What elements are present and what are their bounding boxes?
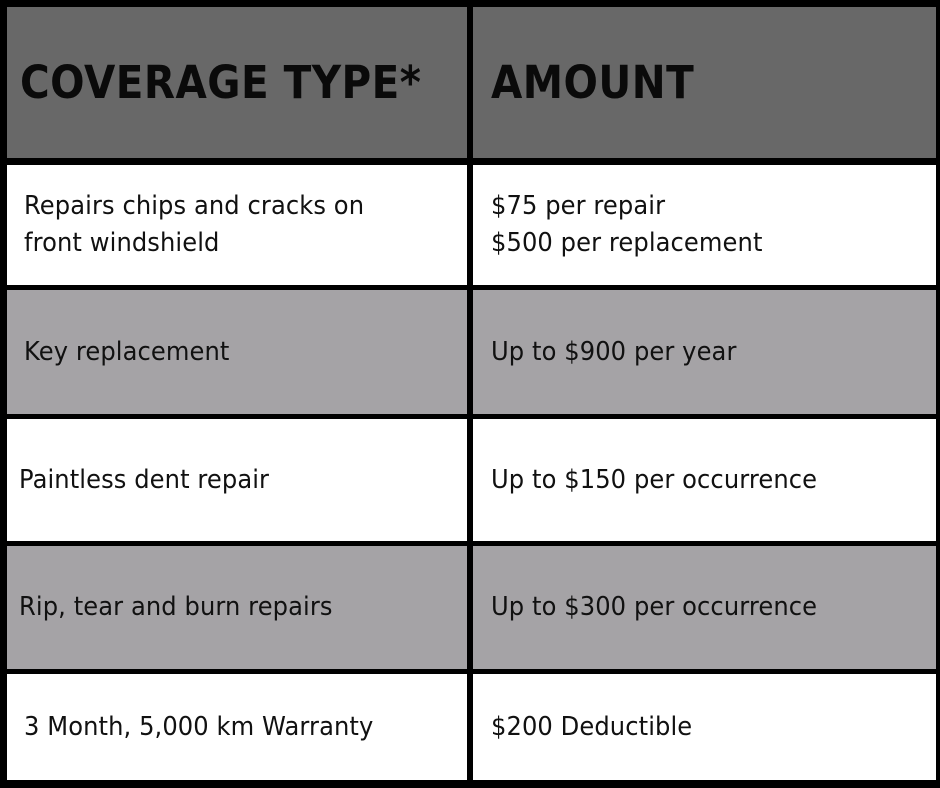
table-row-1-coverage bbox=[7, 165, 467, 285]
table-row-4-amount-text: Up to $300 per occurrence bbox=[491, 592, 818, 622]
table-row-4-coverage bbox=[7, 546, 467, 669]
table-row-1-coverage-line-2: front windshield bbox=[24, 228, 220, 258]
header-coverage-type bbox=[7, 7, 467, 158]
table-row-1-amount-line-2: $500 per replacement bbox=[491, 228, 763, 258]
table-row-3-amount bbox=[473, 419, 936, 541]
table-row-4-amount bbox=[473, 546, 936, 669]
table-row-2-amount-text: Up to $900 per year bbox=[491, 336, 737, 367]
table-row-4-coverage-text: Rip, tear and burn repairs bbox=[19, 592, 333, 622]
table-row-2-coverage-text: Key replacement bbox=[24, 336, 230, 367]
table-row-5-coverage-text: 3 Month, 5,000 km Warranty bbox=[24, 711, 374, 742]
table-row-1-coverage-line-1: Repairs chips and cracks on bbox=[24, 191, 365, 221]
table-row-5-amount-text: $200 Deductible bbox=[491, 711, 693, 742]
header-amount-label: AMOUNT bbox=[491, 56, 695, 109]
table-row-3-coverage bbox=[7, 419, 467, 541]
table-row-3-coverage-text: Paintless dent repair bbox=[19, 464, 270, 495]
table-row-2-amount bbox=[473, 290, 936, 414]
table-row-5-amount bbox=[473, 674, 936, 780]
table-row-3-amount-text: Up to $150 per occurrence bbox=[491, 464, 818, 495]
table-row-1-amount-line-1: $75 per repair bbox=[491, 191, 666, 221]
table-row-2-coverage bbox=[7, 290, 467, 414]
header-amount bbox=[473, 7, 936, 158]
header-coverage-type-label: COVERAGE TYPE* bbox=[20, 56, 422, 109]
table-row-5-coverage bbox=[7, 674, 467, 780]
table-row-1-amount bbox=[473, 165, 936, 285]
